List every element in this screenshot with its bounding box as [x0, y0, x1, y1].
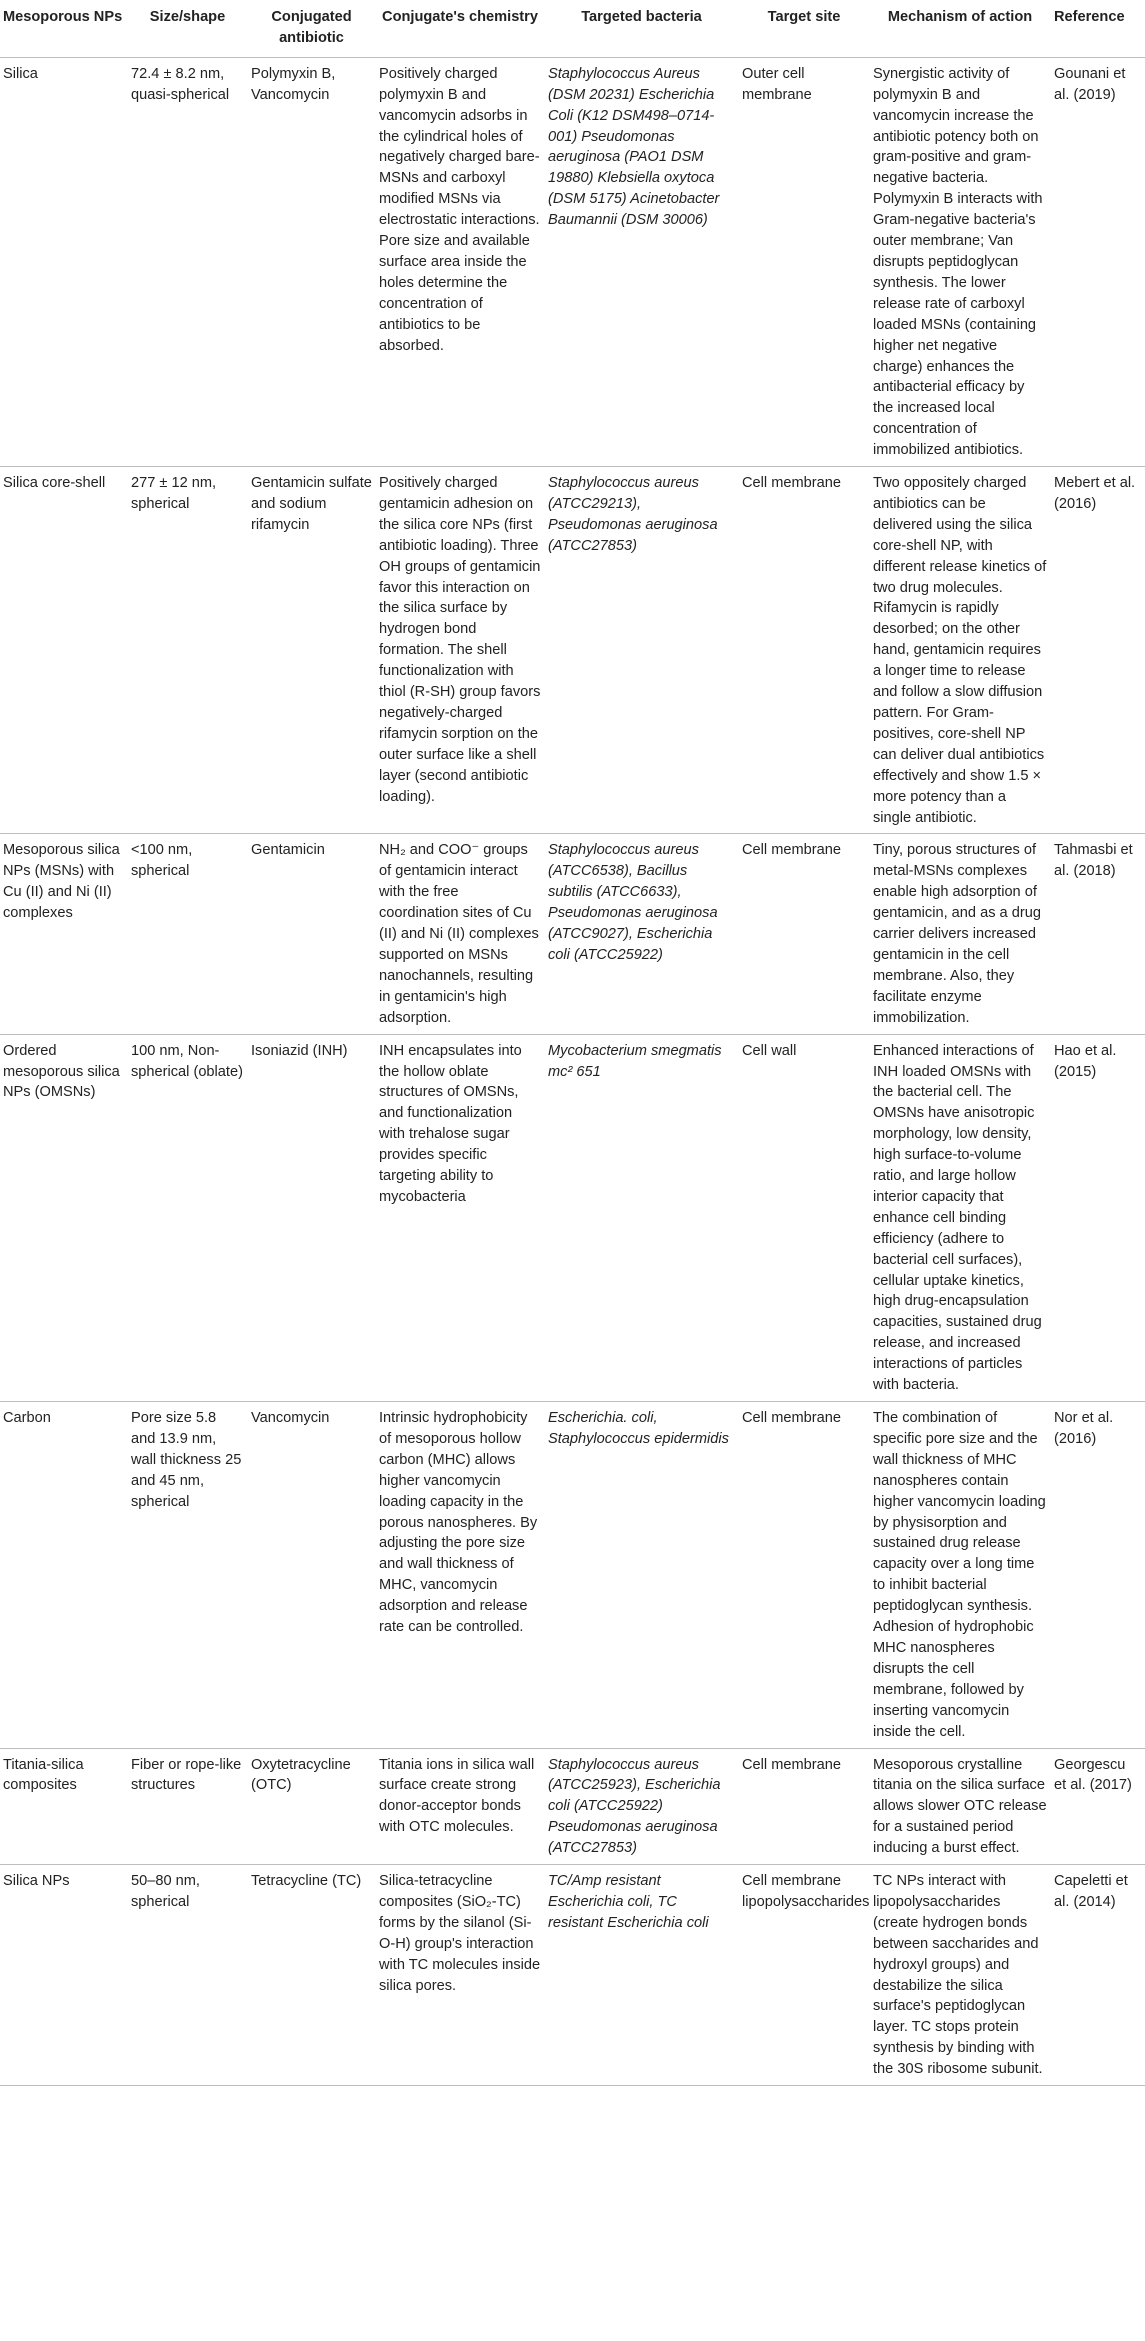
cell-size-shape: 100 nm, Non-spherical (oblate) [128, 1034, 248, 1401]
cell-target-site: Cell membrane [739, 834, 870, 1034]
cell-mesoporous-np: Silica NPs [0, 1865, 128, 2086]
cell-reference: Nor et al. (2016) [1051, 1402, 1145, 1749]
cell-mechanism-of-action: TC NPs interact with lipopolysaccharides (create hydrogen bonds between saccharides and hydroxyl groups) and destabilize the silica surface's peptidoglycan layer. TC stops protein synthesis by binding with the 30S ribosome subunit. [870, 1865, 1051, 2086]
cell-conjugated-antibiotic: Polymyxin B, Vancomycin [248, 57, 376, 466]
header-target-site: Target site [739, 0, 870, 57]
header-row [0, 0, 1145, 57]
cell-mechanism-of-action: Two oppositely charged antibiotics can be delivered using the silica core-shell NP, with different release kinetics of two drug molecules. Rifamycin is rapidly desorbed; on the other hand, gentamicin requires a longer time to release and follow a slow diffusion pattern. For Gram-positives, core-shell NP can deliver dual antibiotics effectively and show 1.5 × more potency than a single antibiotic. [870, 467, 1051, 834]
cell-target-site: Outer cell membrane [739, 57, 870, 466]
cell-mesoporous-np: Carbon [0, 1402, 128, 1749]
cell-conjugate-chemistry: INH encapsulates into the hollow oblate structures of OMSNs, and functionalization with trehalose sugar provides specific targeting ability to mycobacteria [376, 1034, 545, 1401]
cell-mechanism-of-action: Synergistic activity of polymyxin B and vancomycin increase the antibiotic potency both on gram-positive and gram-negative bacteria. Polymyxin B interacts with Gram-negative bacteria's outer membrane; Van disrupts peptidoglycan synthesis. The lower release rate of carboxyl loaded MSNs (containing higher net negative charge) enhances the antibacterial efficacy by the increased local concentration of immobilized antibiotics. [870, 57, 1051, 466]
cell-reference: Hao et al. (2015) [1051, 1034, 1145, 1401]
cell-conjugate-chemistry: Positively charged polymyxin B and vancomycin adsorbs in the cylindrical holes of negatively charged bare-MSNs and carboxyl modified MSNs via electrostatic interactions. Pore size and available surface area inside the holes determine the concentration of antibiotics to be absorbed. [376, 57, 545, 466]
header-mesoporous-nps: Mesoporous NPs [0, 0, 128, 57]
cell-mesoporous-np: Titania-silica composites [0, 1748, 128, 1865]
cell-mesoporous-np: Silica core-shell [0, 467, 128, 834]
cell-reference: Gounani et al. (2019) [1051, 57, 1145, 466]
cell-mesoporous-np: Mesoporous silica NPs (MSNs) with Cu (II) and Ni (II) complexes [0, 834, 128, 1034]
cell-conjugated-antibiotic: Vancomycin [248, 1402, 376, 1749]
header-reference: Reference [1051, 0, 1145, 57]
table-row [0, 467, 1145, 834]
cell-size-shape: <100 nm, spherical [128, 834, 248, 1034]
cell-targeted-bacteria: Staphylococcus aureus (ATCC25923), Escherichia coli (ATCC25922) Pseudomonas aeruginosa (ATCC27853) [545, 1748, 739, 1865]
cell-targeted-bacteria: Escherichia. coli, Staphylococcus epidermidis [545, 1402, 739, 1749]
cell-mechanism-of-action: The combination of specific pore size and the wall thickness of MHC nanospheres contain higher vancomycin loading by physisorption and sustained drug release capacity over a long time to inhibit bacterial peptidoglycan synthesis. Adhesion of hydrophobic MHC nanospheres disrupts the cell membrane, followed by inserting vancomycin inside the cell. [870, 1402, 1051, 1749]
cell-conjugate-chemistry: NH₂ and COO⁻ groups of gentamicin interact with the free coordination sites of Cu (II) and Ni (II) complexes supported on MSNs nanochannels, resulting in gentamicin's high adsorption. [376, 834, 545, 1034]
cell-targeted-bacteria: Staphylococcus Aureus (DSM 20231) Escherichia Coli (K12 DSM498–0714-001) Pseudomonas aeruginosa (PAO1 DSM 19880) Klebsiella oxytoca (DSM 5175) Acinetobacter Baumannii (DSM 30006) [545, 57, 739, 466]
cell-size-shape: 72.4 ± 8.2 nm, quasi-spherical [128, 57, 248, 466]
cell-target-site: Cell wall [739, 1034, 870, 1401]
cell-target-site: Cell membrane [739, 467, 870, 834]
cell-mechanism-of-action: Tiny, porous structures of metal-MSNs complexes enable high adsorption of gentamicin, and as a drug carrier delivers increased gentamicin in the cell membrane. Also, they facilitate enzyme immobilization. [870, 834, 1051, 1034]
cell-size-shape: 50–80 nm, spherical [128, 1865, 248, 2086]
cell-conjugated-antibiotic: Tetracycline (TC) [248, 1865, 376, 2086]
cell-target-site: Cell membrane lipopolysaccharides [739, 1865, 870, 2086]
cell-conjugated-antibiotic: Gentamicin [248, 834, 376, 1034]
table-row [0, 1865, 1145, 2086]
cell-reference: Tahmasbi et al. (2018) [1051, 834, 1145, 1034]
header-size-shape: Size/shape [128, 0, 248, 57]
cell-conjugate-chemistry: Titania ions in silica wall surface create strong donor-acceptor bonds with OTC molecules. [376, 1748, 545, 1865]
table-row [0, 57, 1145, 466]
cell-conjugated-antibiotic: Gentamicin sulfate and sodium rifamycin [248, 467, 376, 834]
cell-mesoporous-np: Ordered mesoporous silica NPs (OMSNs) [0, 1034, 128, 1401]
header-conjugated-antibiotic: Conjugated antibiotic [248, 0, 376, 57]
cell-targeted-bacteria: TC/Amp resistant Escherichia coli, TC resistant Escherichia coli [545, 1865, 739, 2086]
cell-targeted-bacteria: Mycobacterium smegmatis mc² 651 [545, 1034, 739, 1401]
cell-conjugated-antibiotic: Oxytetracycline (OTC) [248, 1748, 376, 1865]
header-mechanism-of-action: Mechanism of action [870, 0, 1051, 57]
cell-size-shape: 277 ± 12 nm, spherical [128, 467, 248, 834]
cell-targeted-bacteria: Staphylococcus aureus (ATCC29213), Pseudomonas aeruginosa (ATCC27853) [545, 467, 739, 834]
cell-mechanism-of-action: Enhanced interactions of INH loaded OMSNs with the bacterial cell. The OMSNs have anisotropic morphology, low density, high surface-to-volume ratio, and large hollow interior capacity that enhance cell binding efficiency (adhere to bacterial cell surfaces), cellular uptake kinetics, high drug-encapsulation capacities, sustained drug release, and increased interactions of particles with bacteria. [870, 1034, 1051, 1401]
table-row [0, 1402, 1145, 1749]
cell-reference: Mebert et al. (2016) [1051, 467, 1145, 834]
cell-conjugate-chemistry: Silica-tetracycline composites (SiO₂-TC) forms by the silanol (Si-O-H) group's interaction with TC molecules inside silica pores. [376, 1865, 545, 2086]
cell-mechanism-of-action: Mesoporous crystalline titania on the silica surface allows slower OTC release for a sustained period inducing a burst effect. [870, 1748, 1051, 1865]
header-conjugate-chemistry: Conjugate's chemistry [376, 0, 545, 57]
table-header [0, 0, 1145, 57]
cell-size-shape: Fiber or rope-like structures [128, 1748, 248, 1865]
table-row [0, 1748, 1145, 1865]
cell-mesoporous-np: Silica [0, 57, 128, 466]
cell-conjugate-chemistry: Positively charged gentamicin adhesion on the silica core NPs (first antibiotic loading). Three OH groups of gentamicin favor this interaction on the silica surface by hydrogen bond formation. The shell functionalization with thiol (R-SH) group favors negatively-charged rifamycin sorption on the outer surface like a shell layer (second antibiotic loading). [376, 467, 545, 834]
cell-targeted-bacteria: Staphylococcus aureus (ATCC6538), Bacillus subtilis (ATCC6633), Pseudomonas aeruginosa (ATCC9027), Escherichia coli (ATCC25922) [545, 834, 739, 1034]
table-row [0, 1034, 1145, 1401]
cell-reference: Georgescu et al. (2017) [1051, 1748, 1145, 1865]
cell-target-site: Cell membrane [739, 1748, 870, 1865]
cell-conjugated-antibiotic: Isoniazid (INH) [248, 1034, 376, 1401]
cell-conjugate-chemistry: Intrinsic hydrophobicity of mesoporous hollow carbon (MHC) allows higher vancomycin loading capacity in the porous nanospheres. By adjusting the pore size and wall thickness of MHC, vancomycin adsorption and release rate can be controlled. [376, 1402, 545, 1749]
cell-size-shape: Pore size 5.8 and 13.9 nm, wall thickness 25 and 45 nm, spherical [128, 1402, 248, 1749]
table-row [0, 834, 1145, 1034]
table-body [0, 57, 1145, 2085]
header-targeted-bacteria: Targeted bacteria [545, 0, 739, 57]
cell-reference: Capeletti et al. (2014) [1051, 1865, 1145, 2086]
cell-target-site: Cell membrane [739, 1402, 870, 1749]
